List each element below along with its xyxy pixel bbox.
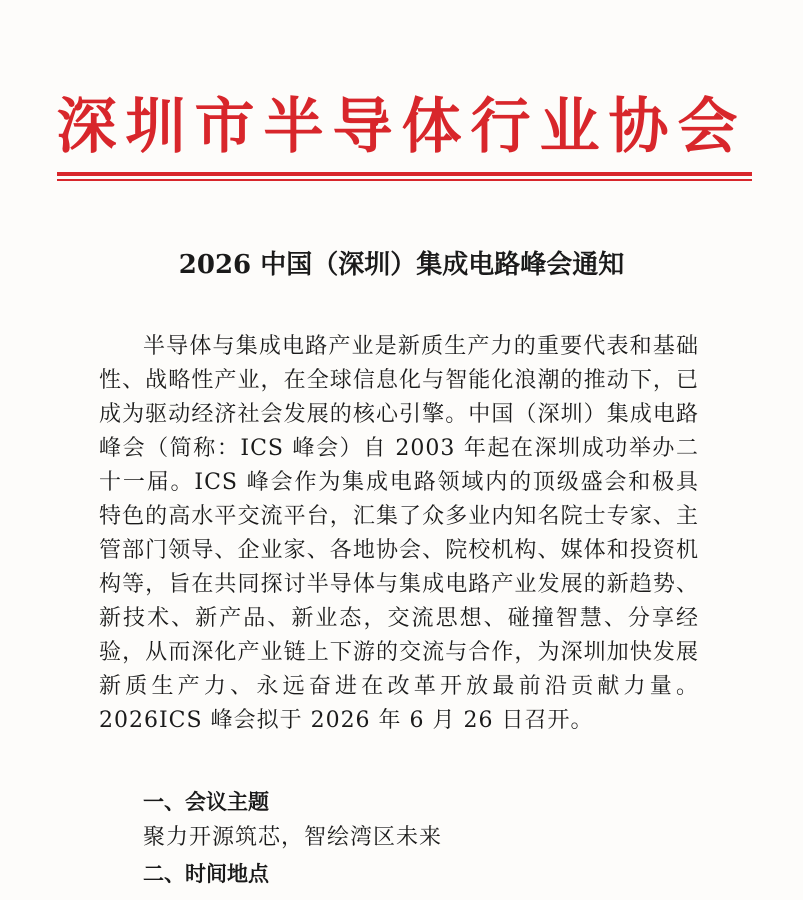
letterhead-divider-thin bbox=[57, 179, 752, 181]
section-heading-theme: 一、会议主题 bbox=[143, 790, 269, 814]
theme-text: 聚力开源筑芯，智绘湾区未来 bbox=[143, 825, 443, 850]
section-heading-time-place: 二、时间地点 bbox=[143, 862, 269, 886]
letterhead-divider-thick bbox=[57, 172, 752, 176]
notice-title: 2026 中国（深圳）集成电路峰会通知 bbox=[178, 250, 625, 280]
notice-body bbox=[99, 330, 699, 738]
intro-paragraph: 半导体与集成电路产业是新质生产力的重要代表和基础性、战略性产业，在全球信息化与智能化浪潮的推动下，已成为驱动经济社会发展的核心引擎。中国（深圳）集成电路峰会（简称：ICS 峰会）自 2003 年起在深圳成功举办二十一届。ICS 峰会作为集成电路领域内的顶级盛会和极具特色的高水平交流平台，汇集了众多业内知名院士专家、主管部门领导、企业家、各地协会、院校机构、媒体和投资机构等，旨在共同探讨半导体与集成电路产业发展的新趋势、新技术、新产品、新业态，交流思想、碰撞智慧、分享经验，从而深化产业链上下游的交流与合作，为深圳加快发展新质生产力、永远奋进在改革开放最前沿贡献力量。2026ICS 峰会拟于 2026 年 6 月 26 日召开。 bbox=[99, 334, 699, 733]
letterhead-organization-name: 深圳市半导体行业协会 bbox=[56, 92, 747, 162]
